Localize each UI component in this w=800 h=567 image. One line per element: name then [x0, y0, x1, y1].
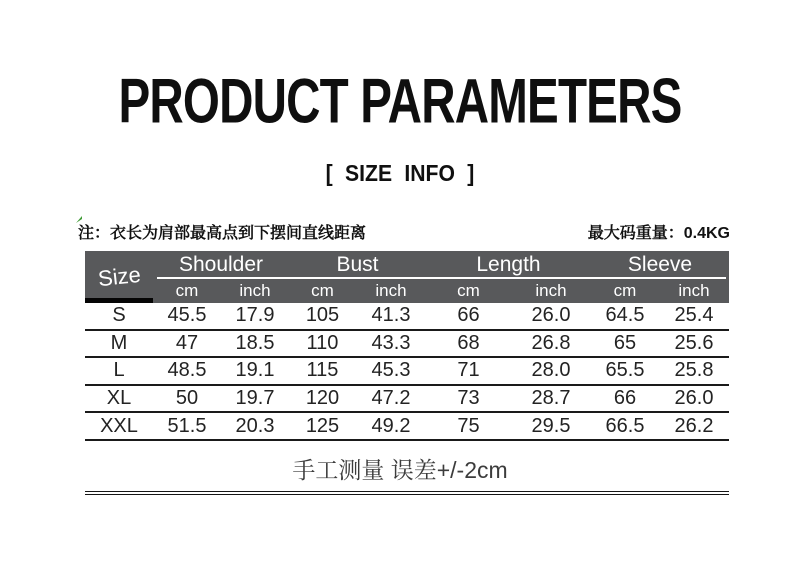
measurement-value: 110 — [306, 331, 339, 354]
size-value: L — [113, 359, 125, 382]
table-row — [85, 386, 729, 414]
page-title: PRODUCT PARAMETERS — [118, 66, 682, 137]
measurement-value: 65 — [613, 331, 637, 354]
measurement-value: 17.9 — [235, 304, 275, 327]
table-row — [85, 413, 729, 441]
unit-header-cm: cm — [613, 281, 637, 300]
measurement-value: 29.5 — [531, 414, 571, 437]
size-info-subtitle: [ SIZE INFO ] — [325, 160, 475, 186]
size-value: M — [110, 331, 128, 354]
measurement-value: 48.5 — [167, 359, 207, 382]
measurement-value: 20.3 — [235, 414, 275, 437]
group-header-shoulder: Shoulder — [178, 252, 264, 276]
measurement-value: 43.3 — [371, 331, 411, 354]
measurement-value: 75 — [457, 414, 480, 437]
measurement-value: 26.2 — [674, 414, 714, 437]
measurement-value: 66 — [613, 387, 637, 410]
measurement-value: 25.4 — [674, 304, 714, 327]
measurement-value: 120 — [305, 387, 340, 410]
measurement-value: 28.0 — [531, 359, 571, 382]
size-column-underline — [85, 298, 153, 303]
group-header-length: Length — [476, 252, 541, 276]
measurement-value: 28.7 — [531, 387, 571, 410]
table-row — [85, 303, 729, 331]
bottom-divider-line — [85, 491, 729, 495]
measurement-value: 19.1 — [235, 359, 275, 382]
measurement-tolerance-note: 手工测量 误差+/-2cm — [292, 457, 508, 483]
group-header-bust: Bust — [336, 252, 379, 276]
measurement-value: 18.5 — [235, 331, 275, 354]
size-value: XXL — [100, 414, 138, 437]
measurement-value: 65.5 — [605, 359, 645, 382]
measure-note-left — [78, 220, 366, 243]
unit-header-cm: cm — [175, 281, 199, 300]
group-header-row — [153, 251, 729, 278]
unit-header-inch: inch — [535, 281, 567, 300]
green-tick-icon — [75, 215, 84, 224]
unit-header-inch: inch — [239, 281, 271, 300]
measurement-value: 26.0 — [531, 304, 571, 327]
size-header-label: Size — [96, 261, 142, 292]
size-value: XL — [106, 387, 132, 410]
measurement-value: 64.5 — [605, 304, 645, 327]
measurement-value: 66 — [457, 304, 480, 327]
measurement-value: 47 — [175, 331, 199, 354]
measurement-value: 71 — [457, 359, 480, 382]
unit-header-row — [153, 279, 729, 303]
measurement-value: 25.8 — [674, 359, 714, 382]
measurement-value: 25.6 — [674, 331, 714, 354]
note-left-text: 注：衣长为肩部最高点到下摆间直线距离 — [78, 224, 367, 242]
measurement-value: 41.3 — [371, 304, 411, 327]
note-row — [78, 220, 730, 242]
measurement-value: 26.8 — [531, 331, 571, 354]
measurement-value: 26.0 — [674, 387, 714, 410]
measurement-value: 115 — [306, 359, 339, 382]
size-value: S — [112, 304, 126, 327]
measurement-value: 51.5 — [167, 414, 207, 437]
measurement-value: 125 — [305, 414, 340, 437]
table-header — [85, 251, 729, 303]
table-body — [85, 303, 729, 441]
measurement-value: 47.2 — [371, 387, 411, 410]
measurement-value: 49.2 — [371, 414, 411, 437]
unit-header-cm: cm — [457, 281, 480, 300]
table-row — [85, 331, 729, 359]
size-table — [85, 251, 729, 441]
max-size-weight: 最大码重量：0.4KG — [587, 224, 730, 242]
size-column-header — [85, 251, 153, 303]
measurement-value: 68 — [457, 331, 480, 354]
measurement-value: 105 — [305, 304, 340, 327]
measurement-value: 45.3 — [371, 359, 411, 382]
measurement-value: 50 — [175, 387, 199, 410]
unit-header-inch: inch — [375, 281, 407, 300]
unit-header-inch: inch — [678, 281, 710, 300]
unit-header-cm: cm — [311, 281, 334, 300]
table-row — [85, 358, 729, 386]
group-header-sleeve: Sleeve — [627, 252, 693, 276]
measurement-value: 45.5 — [167, 304, 207, 327]
measurement-value: 66.5 — [605, 414, 645, 437]
measurement-value: 73 — [457, 387, 480, 410]
measurement-value: 19.7 — [235, 387, 275, 410]
